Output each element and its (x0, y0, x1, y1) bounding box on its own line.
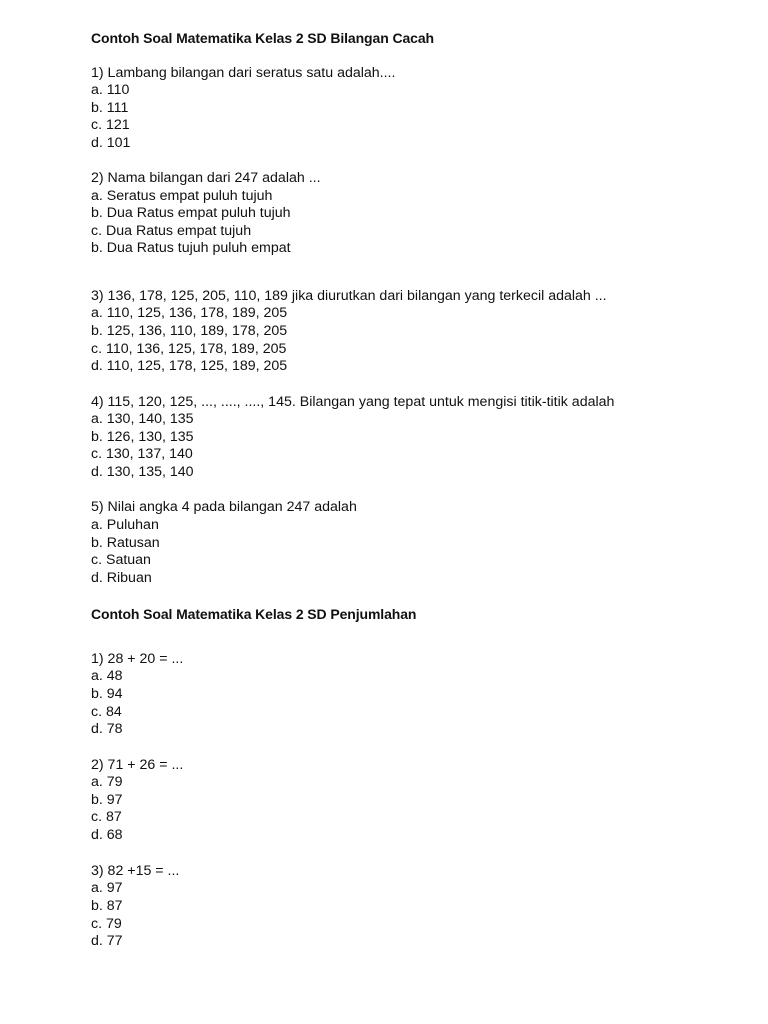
answer-option: b. 125, 136, 110, 189, 178, 205 (91, 323, 288, 339)
answer-option: b. Dua Ratus empat puluh tujuh (91, 205, 291, 221)
answer-option: d. 130, 135, 140 (91, 464, 194, 480)
answer-option: d. Ribuan (91, 570, 152, 586)
answer-option: c. 87 (91, 809, 122, 825)
answer-option: b. Ratusan (91, 535, 160, 551)
answer-option: a. Puluhan (91, 517, 159, 533)
answer-option: a. 110, 125, 136, 178, 189, 205 (91, 305, 288, 321)
section-heading: Contoh Soal Matematika Kelas 2 SD Penjumlahan (91, 606, 417, 622)
answer-option: a. 48 (91, 668, 123, 684)
answer-option: c. 130, 137, 140 (91, 446, 193, 462)
answer-option: d. 68 (91, 827, 123, 843)
answer-option: c. 110, 136, 125, 178, 189, 205 (91, 341, 287, 357)
answer-option: a. Seratus empat puluh tujuh (91, 188, 273, 204)
question-text: 2) Nama bilangan dari 247 adalah ... (91, 170, 321, 186)
question-text: 2) 71 + 26 = ... (91, 757, 184, 773)
question-text: 5) Nilai angka 4 pada bilangan 247 adalah (91, 499, 357, 515)
answer-option: b. 87 (91, 898, 123, 914)
answer-option: c. Satuan (91, 552, 151, 568)
answer-option: d. 77 (91, 933, 123, 949)
answer-option: a. 110 (91, 82, 130, 98)
question-text: 1) Lambang bilangan dari seratus satu adalah.... (91, 65, 396, 81)
answer-option: b. Dua Ratus tujuh puluh empat (91, 240, 291, 256)
question-text: 3) 82 +15 = ... (91, 863, 180, 879)
answer-option: c. 121 (91, 117, 130, 133)
answer-option: c. 84 (91, 704, 122, 720)
question-text: 3) 136, 178, 125, 205, 110, 189 jika diurutkan dari bilangan yang terkecil adalah ... (91, 288, 607, 304)
section-heading: Contoh Soal Matematika Kelas 2 SD Bilangan Cacah (91, 30, 434, 46)
answer-option: d. 110, 125, 178, 125, 189, 205 (91, 358, 288, 374)
answer-option: b. 126, 130, 135 (91, 429, 194, 445)
answer-option: a. 79 (91, 774, 123, 790)
question-text: 4) 115, 120, 125, ..., ...., ...., 145. Bilangan yang tepat untuk mengisi titik-titik adalah (91, 394, 615, 410)
answer-option: b. 97 (91, 792, 123, 808)
answer-option: d. 101 (91, 135, 131, 151)
answer-option: a. 97 (91, 880, 123, 896)
answer-option: b. 94 (91, 686, 123, 702)
answer-option: c. Dua Ratus empat tujuh (91, 223, 252, 239)
answer-option: c. 79 (91, 916, 122, 932)
question-text: 1) 28 + 20 = ... (91, 651, 184, 667)
answer-option: a. 130, 140, 135 (91, 411, 194, 427)
answer-option: d. 78 (91, 721, 123, 737)
answer-option: b. 111 (91, 100, 129, 116)
